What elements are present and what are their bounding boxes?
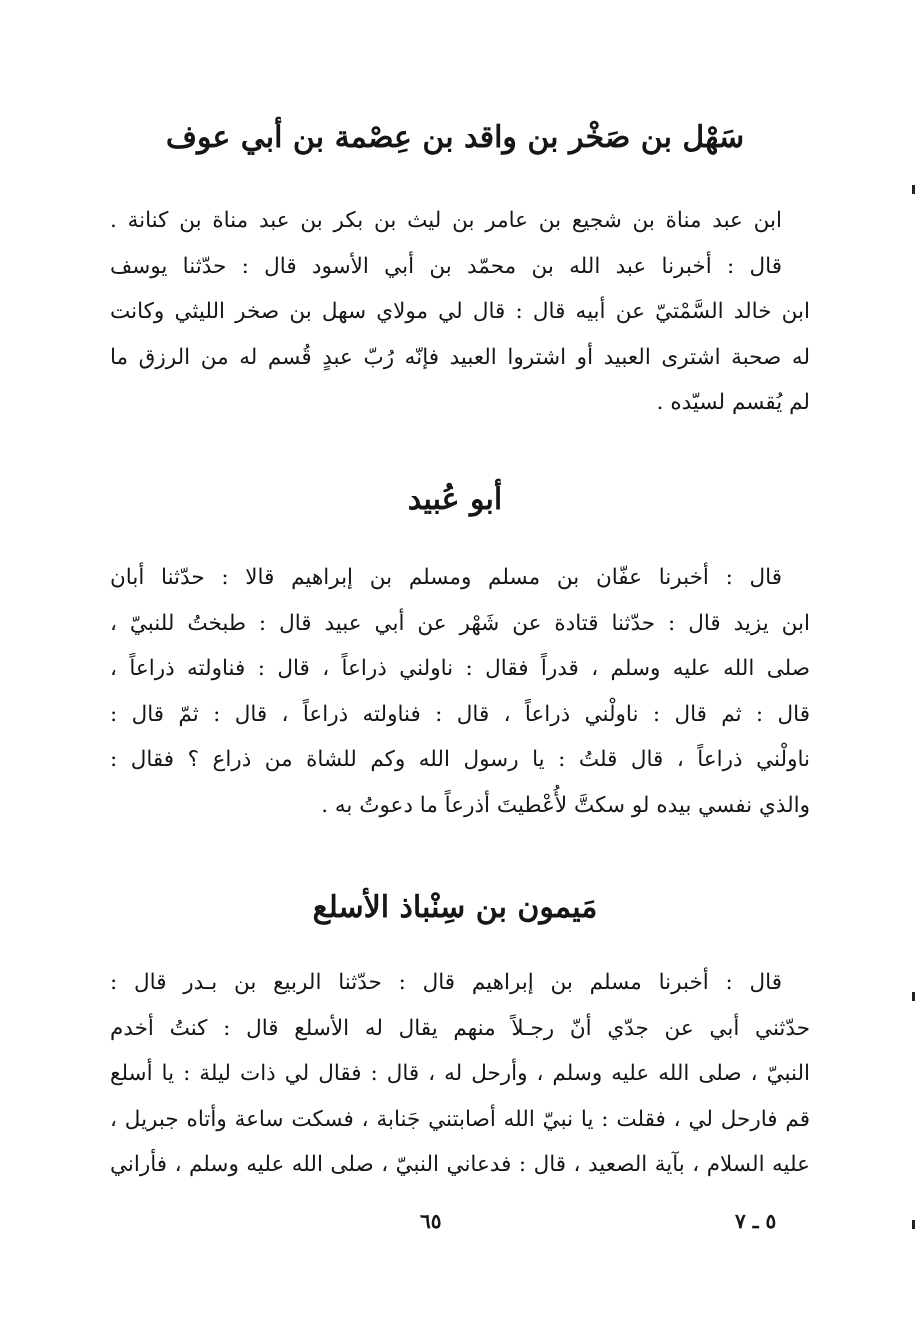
section-title: سَهْل بن صَخْر بن واقد بن عِصْمة بن أبي عوف [165,120,745,155]
section-title: مَيمون بن سِنْباذ الأسلع [312,890,598,925]
signature-mark: ٥ ـ ٧ [735,1209,777,1233]
text-line: قال : أخبرنا مسلم بن إبراهيم قال : حدّثنا الربيع بن بـدر قال : [110,970,782,995]
text-line: قم فارحل لي ، فقلت : يا نبيّ الله أصابتني جَنابة ، فسكت ساعة وأتاه جبريل ، [110,1106,810,1132]
text-line: قال : ثم قال : ناولْني ذراعاً ، قال : فناولته ذراعاً ، قال : ثمّ قال : [110,701,810,727]
scan-edge-mark [912,185,915,194]
section-paragraph [110,960,810,1188]
text-line: ابن خالد السَّمْتيّ عن أبيه قال : قال لي مولاي سهل بن صخر الليثي وكانت [110,299,810,324]
text-line: حدّثني أبي عن جدّي أنّ رجـلاً منهم يقال له الأسلع قال : كنتُ أخدم [110,1015,810,1041]
text-line: والذي نفسي بيده لو سكتَّ لأُعْطيتَ أذرعاً ما دعوتُ به . [321,792,810,818]
text-line: قال : أخبرنا عبد الله بن محمّد بن أبي الأسود قال : حدّثنا يوسف [110,253,782,279]
section-title: أبو عُبيد [407,482,503,517]
text-line: النبيّ ، صلى الله عليه وسلم ، وأرحل له ، قال : فقال لي ذات ليلة : يا أسلع [110,1061,810,1086]
scan-edge-mark [912,992,915,1001]
text-line: صلى الله عليه وسلم ، قدراً فقال : ناولني ذراعاً ، قال : فناولته ذراعاً ، [110,656,810,681]
text-line: ابن عبد مناة بن شجيع بن عامر بن ليث بن بكر بن عبد مناة بن كنانة . [110,208,782,233]
text-line: ابن يزيد قال : حدّثنا قتادة عن شَهْر عن أبي عبيد قال : طبختُ للنبيّ ، [110,610,810,636]
text-line: له صحبة اشترى العبيد أو اشتروا العبيد فإنّه رُبّ عبدٍ قُسم له من الرزق ما [110,344,810,370]
text-line: لم يُقسم لسيّده . [656,390,810,415]
section-paragraph [110,555,810,828]
scan-edge-mark [912,1220,915,1229]
section-paragraph [110,198,810,426]
text-line: ناولْني ذراعاً ، قال قلتُ : يا رسول الله وكم للشاة من ذراع ؟ فقال : [110,747,810,772]
text-line: عليه السلام ، بآية الصعيد ، قال : فدعاني النبيّ ، صلى الله عليه وسلم ، فأراني [110,1152,810,1177]
text-line: قال : أخبرنا عفّان بن مسلم ومسلم بن إبراهيم قالا : حدّثنا أبان [110,565,782,590]
page-number: ٦٥ [420,1209,442,1233]
